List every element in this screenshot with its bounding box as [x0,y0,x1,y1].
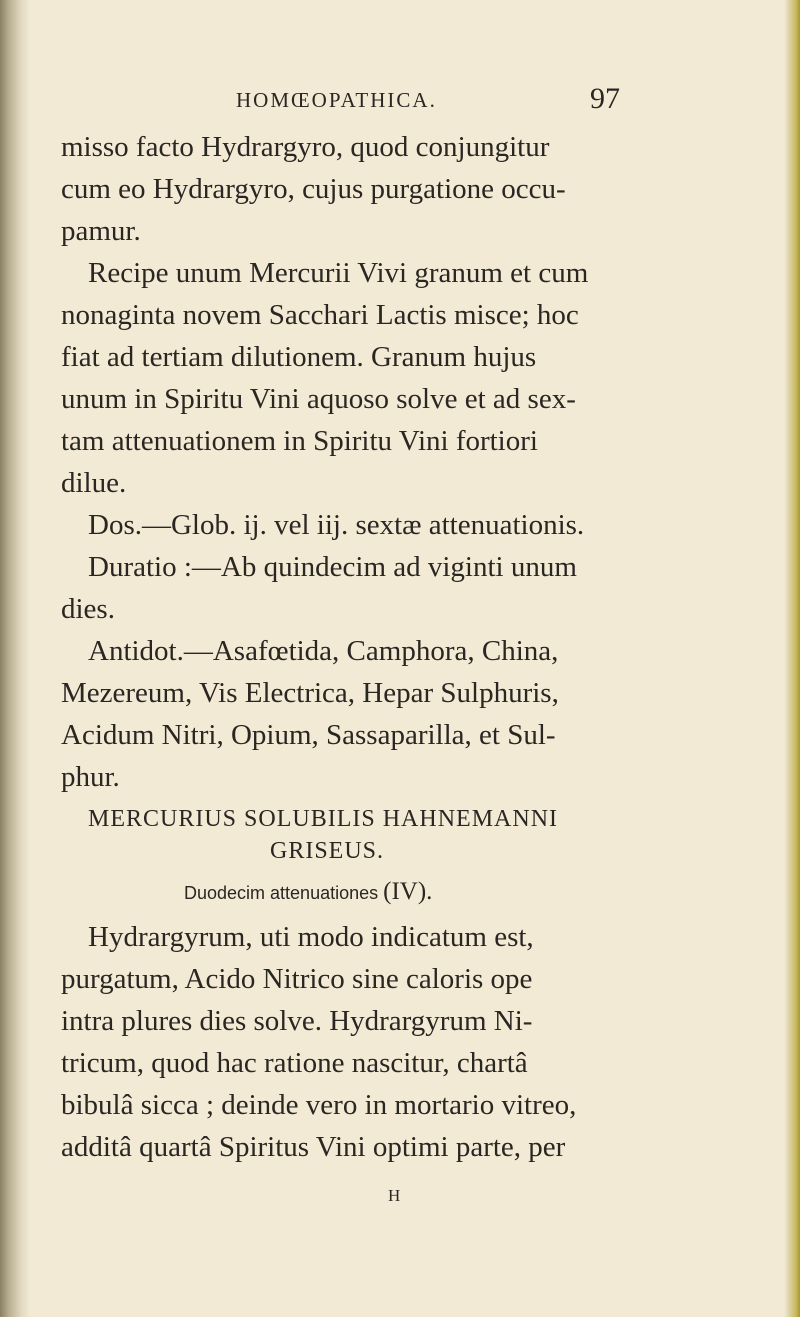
text-line: Mezereum, Vis Electrica, Hepar Sulphuris, [61,677,559,709]
text-line: tam attenuationem in Spiritu Vini fortiori [61,425,538,457]
text-line: purgatum, Acido Nitrico sine caloris ope [61,963,533,995]
subheading-text: Duodecim attenuationes [184,883,379,903]
text-line: misso facto Hydrargyro, quod conjungitur [61,131,550,163]
text-line: phur. [61,761,120,793]
paragraph-start-line: Recipe unum Mercurii Vivi granum et cum [88,257,589,289]
running-title: HOMŒOPATHICA. [236,88,437,112]
text-line: cum eo Hydrargyro, cujus purgatione occu- [61,173,566,205]
text-line: pamur. [61,215,141,247]
text-line: intra plures dies solve. Hydrargyrum Ni- [61,1005,533,1037]
section-heading: GRISEUS. [270,838,385,864]
section-subheading [184,878,432,906]
text-line: unum in Spiritu Vini aquoso solve et ad sex- [61,383,576,415]
paragraph-start-line: Dos.—Glob. ij. vel iij. sextæ attenuationis. [88,509,585,541]
text-line: bibulâ sicca ; deinde vero in mortario vitreo, [61,1089,577,1121]
text-line: nonaginta novem Sacchari Lactis misce; hoc [61,299,579,331]
section-heading: MERCURIUS SOLUBILIS HAHNEMANNI [88,806,559,832]
text-line: dies. [61,593,115,625]
paragraph-start-line: Duratio :—Ab quindecim ad viginti unum [88,551,577,583]
subheading-numeral: (IV). [383,878,433,905]
page-number: 97 [590,82,620,115]
signature-mark: H [388,1186,401,1205]
text-line: tricum, quod hac ratione nascitur, chartâ [61,1047,528,1079]
paragraph-start-line: Antidot.—Asafœtida, Camphora, China, [88,635,559,667]
paragraph-start-line: Hydrargyrum, uti modo indicatum est, [88,921,534,953]
text-line: additâ quartâ Spiritus Vini optimi parte, per [61,1131,566,1163]
text-line: dilue. [61,467,127,499]
text-line: Acidum Nitri, Opium, Sassaparilla, et Sul- [61,719,556,751]
text-line: fiat ad tertiam dilutionem. Granum hujus [61,341,537,373]
